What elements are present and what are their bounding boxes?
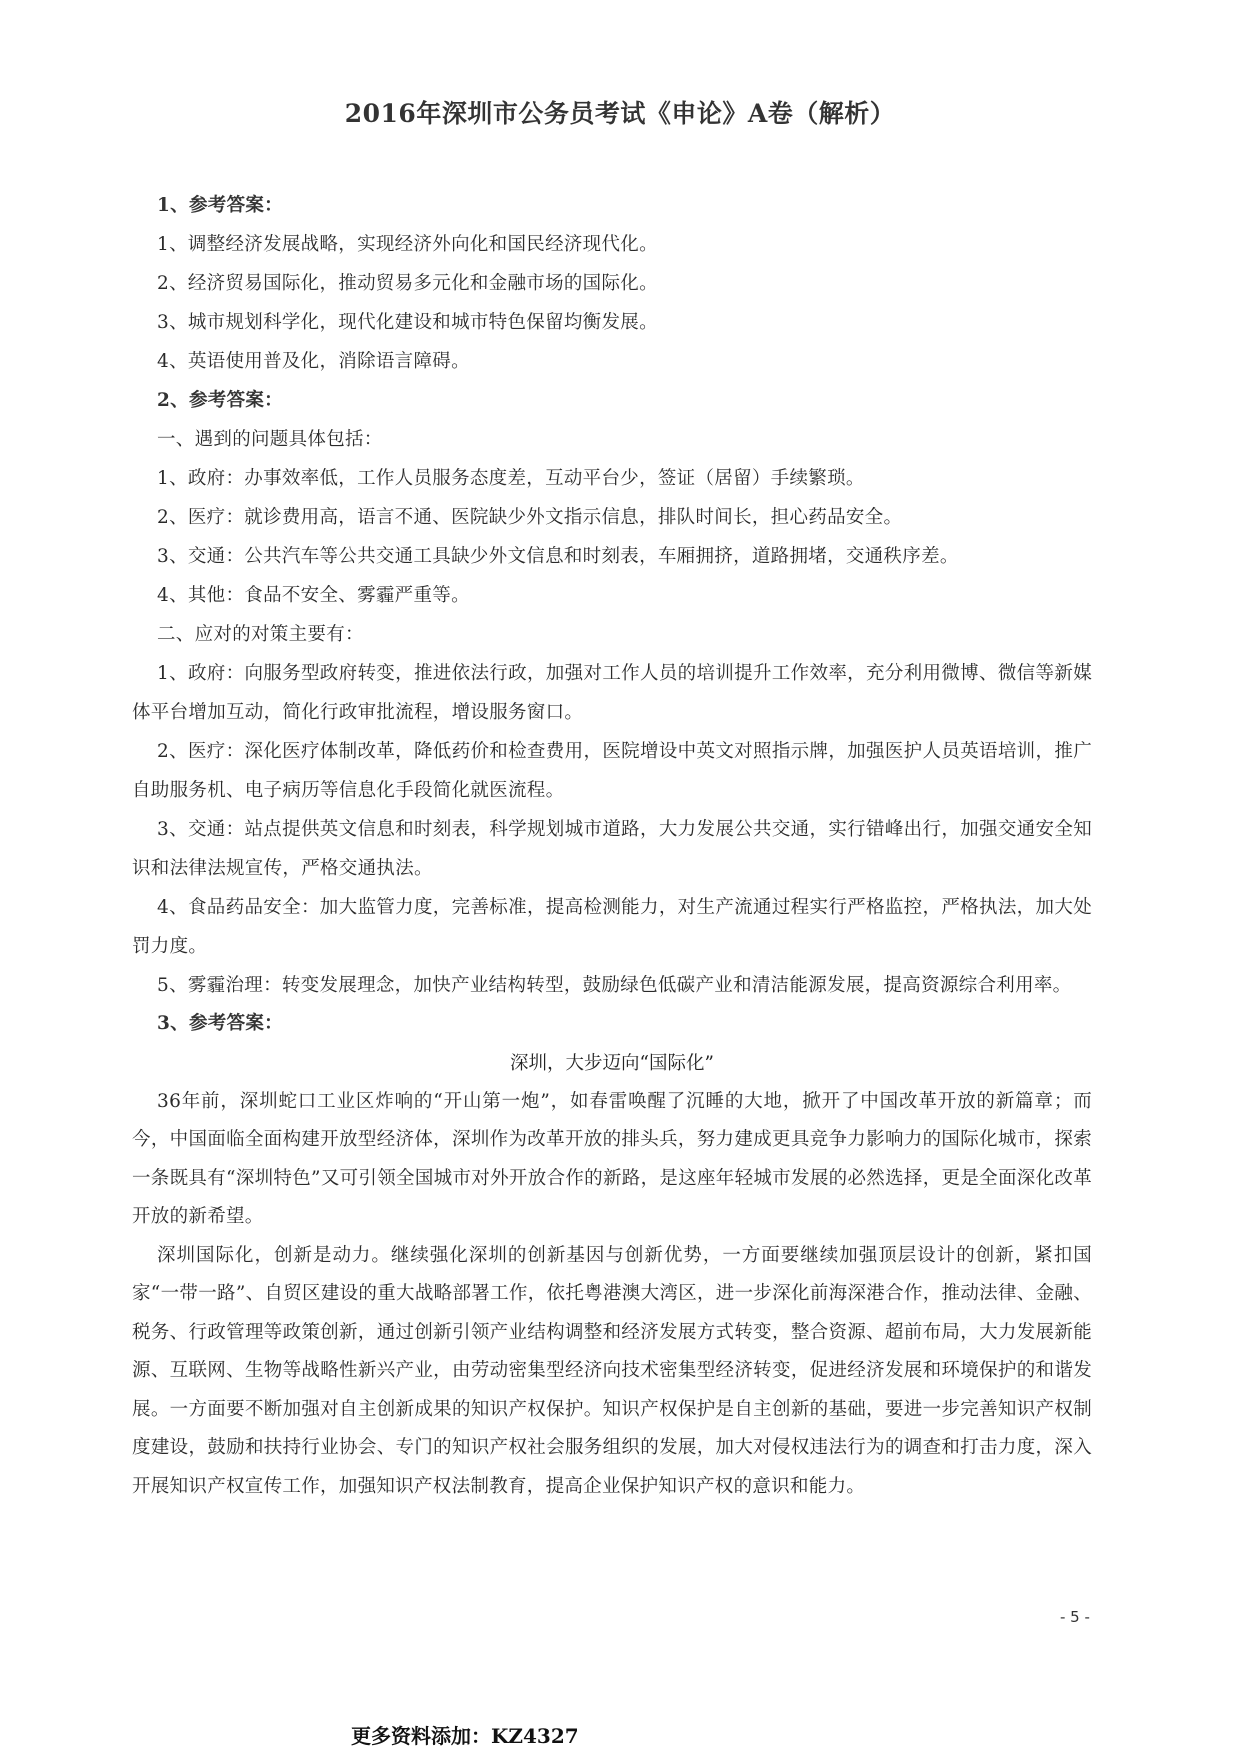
section-heading: 3、参考答案： — [157, 1013, 283, 1034]
answer-item: 3、交通：公共汽车等公共交通工具缺少外文信息和时刻表，车厢拥挤，道路拥堵，交通秩序差。 — [157, 546, 959, 567]
essay-paragraph: 深圳国际化，创新是动力。继续强化深圳的创新基因与创新优势，一方面要继续加强顶层设计的创新，紧扣国家“一带一路”、自贸区建设的重大战略部署工作，依托粤港澳大湾区，进一步深化前海深港合作，推动法律、金融、税务、行政管理等政策创新，通过创新引领产业结构调整和经济发展方式转变，整合资源、超前布局，大力发展新能源、互联网、生物等战略性新兴产业，由劳动密集型经济向技术密集型经济转变，促进经济发展和环境保护的和谐发展。一方面要不断加强对自主创新成果的知识产权保护。知识产权保护是自主创新的基础，要进一步完善知识产权制度建设，鼓励和扶持行业协会、专门的知识产权社会服务组织的发展，加大对侵权违法行为的调查和打击力度，深入开展知识产权宣传工作，加强知识产权法制教育，提高企业保护知识产权的意识和能力。 — [132, 1244, 1092, 1497]
section-3 — [132, 1005, 1092, 1506]
answer-item: 3、城市规划科学化，现代化建设和城市特色保留均衡发展。 — [157, 312, 658, 333]
answer-item: 4、食品药品安全：加大监管力度，完善标准，提高检测能力，对生产流通过程实行严格监控，严格执法，加大处罚力度。 — [132, 897, 1092, 957]
answer-item: 1、调整经济发展战略，实现经济外向化和国民经济现代化。 — [157, 234, 658, 255]
answer-item: 4、英语使用普及化，消除语言障碍。 — [157, 351, 470, 372]
section-heading: 2、参考答案： — [157, 390, 283, 411]
document-body — [132, 186, 1092, 1506]
section-heading: 1、参考答案： — [157, 195, 283, 216]
answer-item: 2、经济贸易国际化，推动贸易多元化和金融市场的国际化。 — [157, 273, 658, 294]
answer-item: 1、政府：向服务型政府转变，推进依法行政，加强对工作人员的培训提升工作效率，充分利用微博、微信等新媒体平台增加互动，简化行政审批流程，增设服务窗口。 — [132, 663, 1092, 723]
essay-paragraph: 36年前，深圳蛇口工业区炸响的“开山第一炮”，如春雷唤醒了沉睡的大地，掀开了中国改革开放的新篇章；而今，中国面临全面构建开放型经济体，深圳作为改革开放的排头兵，努力建成更具竞争力影响力的国际化城市，探索一条既具有“深圳特色”又可引领全国城市对外开放合作的新路，是这座年轻城市发展的必然选择，更是全面深化改革开放的新希望。 — [132, 1090, 1092, 1227]
section-2 — [132, 381, 1092, 1005]
subheading: 一、遇到的问题具体包括： — [157, 429, 383, 450]
answer-item: 3、交通：站点提供英文信息和时刻表，科学规划城市道路，大力发展公共交通，实行错峰出行，加强交通安全知识和法律法规宣传，严格交通执法。 — [132, 819, 1092, 879]
answer-item: 5、雾霾治理：转变发展理念，加快产业结构转型，鼓励绿色低碳产业和清洁能源发展，提高资源综合利用率。 — [157, 975, 1072, 996]
essay-title: 深圳，大步迈向“国际化” — [510, 1052, 714, 1074]
answer-item: 4、其他：食品不安全、雾霾严重等。 — [157, 585, 470, 606]
document-title: 2016年深圳市公务员考试《申论》A卷（解析） — [344, 99, 896, 128]
page-number: - 5 - — [1060, 1608, 1090, 1626]
answer-item: 2、医疗：就诊费用高，语言不通、医院缺少外文指示信息，排队时间长，担心药品安全。 — [157, 507, 903, 528]
footer-note: 更多资料添加：KZ4327 — [351, 1724, 579, 1748]
subheading: 二、应对的对策主要有： — [157, 624, 364, 645]
answer-item: 1、政府：办事效率低，工作人员服务态度差，互动平台少，签证（居留）手续繁琐。 — [157, 468, 865, 489]
section-1 — [132, 186, 1092, 381]
answer-item: 2、医疗：深化医疗体制改革，降低药价和检查费用，医院增设中英文对照指示牌，加强医护人员英语培训，推广自助服务机、电子病历等信息化手段简化就医流程。 — [132, 741, 1092, 801]
